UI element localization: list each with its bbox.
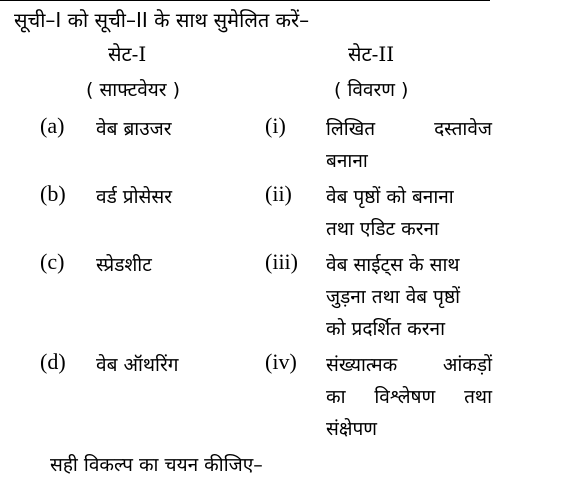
set2-subheading: ( विवरण ) [334,79,409,101]
choose-option-prompt: सही विकल्प का चयन कीजिए– [50,454,263,476]
desc-word: आंकड़ों [442,354,492,376]
set1-item-label: (a) [40,113,65,138]
desc-word: तथा [464,386,492,408]
set2-desc-line [326,215,492,241]
set1-heading: सेट-I [108,42,147,66]
desc-word: दस्तावेज [434,118,492,140]
desc-word: जुड़ना तथा वेब पृष्ठों [326,286,461,308]
set2-desc-line [326,251,492,277]
set1-item-text: स्प्रेडशीट [96,254,152,276]
set2-desc-line [326,183,492,209]
set2-item-label: (iii) [265,249,298,274]
set2-desc-line [326,351,492,377]
set2-desc-line [326,383,492,409]
set2-desc-line [326,147,492,173]
set2-item-label: (i) [265,113,286,138]
set1-item-label: (c) [40,249,65,274]
set1-item-text: वर्ड प्रोसेसर [96,186,172,208]
desc-word: तथा एडिट करना [326,218,439,240]
desc-word: का [326,386,346,408]
desc-word: संक्षेपण [326,418,377,440]
desc-word: को प्रदर्शित करना [326,318,445,340]
question-title: सूची–I को सूची–II के साथ सुमेलित करें– [14,8,310,32]
set1-item-text: वेब ब्राउजर [96,118,172,140]
desc-word: संख्यात्मक [326,354,398,376]
top-divider-line [0,0,490,1]
set2-desc-line [326,115,492,141]
desc-word: वेब साईट्स के साथ [326,254,460,276]
set2-item-label: (iv) [265,349,297,374]
set2-desc-line [326,283,492,309]
set2-desc-line [326,315,492,341]
set1-subheading: ( साफ्टवेयर ) [86,79,181,101]
set2-item-label: (ii) [265,181,292,206]
set2-desc-line [326,415,492,441]
desc-word: बनाना [326,150,368,172]
set1-item-text: वेब ऑथरिंग [96,354,179,376]
desc-word: विश्लेषण [374,386,436,408]
set1-item-label: (b) [40,181,66,206]
desc-word: वेब पृष्ठों को बनाना [326,186,454,208]
desc-word: लिखित [326,118,376,140]
set2-heading: सेट-II [348,42,395,66]
set1-item-label: (d) [40,349,66,374]
